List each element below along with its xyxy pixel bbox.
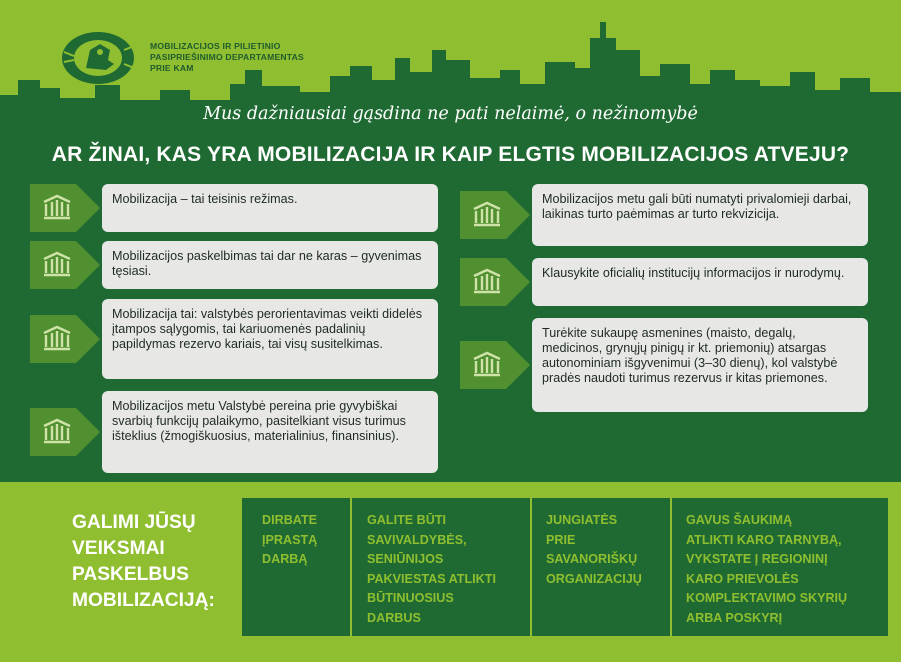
actions-panel — [242, 498, 888, 636]
organization-name — [150, 41, 304, 74]
actions-title-line: MOBILIZACIJĄ: — [72, 590, 215, 611]
action-line: DARBĄ — [262, 552, 308, 566]
actions-title — [72, 510, 215, 614]
info-text: Mobilizacijos paskelbimas tai dar ne karas – gyvenimas tęsiasi. — [112, 249, 422, 278]
action-line: VYKSTATE Į REGIONINĮ — [686, 552, 828, 566]
action-line: ORGANIZACIJŲ — [546, 571, 642, 586]
info-text: Mobilizacijos metu gali būti numatyti privalomieji darbai, laikinas turto paėmimas ar turto rekvizicija. — [542, 192, 852, 221]
actions-title-line: GALIMI JŪSŲ — [72, 512, 196, 533]
info-item — [30, 184, 438, 232]
org-line: PRIE KAM — [150, 63, 194, 73]
actions-title-line: VEIKSMAI — [72, 538, 165, 559]
info-text: Turėkite sukaupę asmenines (maisto, degalų, medicinos, grynųjų pinigų ir kt. priemonių) atsargas autonominiam išgyvenimui (3–30 dienų), kol valstybė pradės naudoti turimus rezervus ir kitas priemones. — [542, 326, 838, 385]
building-icon — [30, 241, 100, 289]
action-line: GAVUS ŠAUKIMĄ — [686, 513, 793, 527]
actions-title-line: PASKELBUS — [72, 564, 189, 585]
action-line: JUNGIATĖS — [546, 513, 618, 527]
info-text: Mobilizacija – tai teisinis režimas. — [112, 192, 298, 206]
info-item — [30, 241, 438, 289]
info-text: Klausykite oficialių institucijų informacijos ir nurodymų. — [542, 266, 845, 280]
org-line: PASIPRIEŠINIMO DEPARTAMENTAS — [150, 52, 304, 62]
info-text: Mobilizacijos metu Valstybė pereina prie gyvybiškai svarbių funkcijų palaikymo, pasitelkiant visus turimus išteklius (žmogiškuosius, materialinius, finansinius). — [112, 399, 406, 443]
info-item — [460, 318, 868, 412]
action-line: DIRBATE — [262, 513, 318, 527]
divider — [530, 498, 532, 636]
action-line: SAVANORIŠKŲ — [546, 552, 638, 566]
building-icon — [30, 184, 100, 232]
page-title: AR ŽINAI, KAS YRA MOBILIZACIJA IR KAIP ELGTIS MOBILIZACIJOS ATVEJU? — [51, 143, 850, 166]
action-line: SAVIVALDYBĖS, — [367, 532, 467, 547]
action-line: DARBUS — [367, 610, 421, 625]
info-item — [460, 184, 868, 246]
building-icon — [460, 341, 530, 389]
action-item — [262, 511, 317, 570]
action-line: ARBA POSKYRĮ — [686, 610, 783, 625]
divider — [350, 498, 352, 636]
info-item — [460, 258, 868, 306]
tagline: Mus dažniausiai gąsdina ne pati nelaimė, o nežinomybė — [203, 104, 698, 124]
action-item — [546, 511, 642, 589]
action-line: BŪTINUOSIUS — [367, 591, 454, 605]
info-text: Mobilizacija tai: valstybės perorientavimas veikti didelės įtampos sąlygomis, tai kariuomenės padalinių papildymas rezervo kariais, tai visų susitelkimas. — [112, 307, 423, 351]
building-icon — [460, 258, 530, 306]
action-item — [686, 511, 847, 628]
building-icon — [30, 315, 100, 363]
building-icon — [460, 191, 530, 239]
action-line: GALITE BŪTI — [367, 513, 447, 527]
action-line: PAKVIESTAS ATLIKTI — [367, 571, 496, 586]
action-item — [367, 511, 496, 628]
action-line: KOMPLEKTAVIMO SKYRIŲ — [686, 591, 848, 605]
org-line: MOBILIZACIJOS IR PILIETINIO — [150, 41, 281, 51]
action-line: ĮPRASTĄ — [262, 532, 318, 547]
knight-crest-logo — [60, 30, 136, 86]
action-line: PRIE — [546, 532, 576, 547]
info-item — [30, 391, 438, 473]
action-line: SENIŪNIJOS — [367, 552, 444, 566]
action-line: KARO PRIEVOLĖS — [686, 571, 799, 586]
divider — [670, 498, 672, 636]
info-item — [30, 299, 438, 379]
building-icon — [30, 408, 100, 456]
action-line: ATLIKTI KARO TARNYBĄ, — [686, 532, 842, 547]
